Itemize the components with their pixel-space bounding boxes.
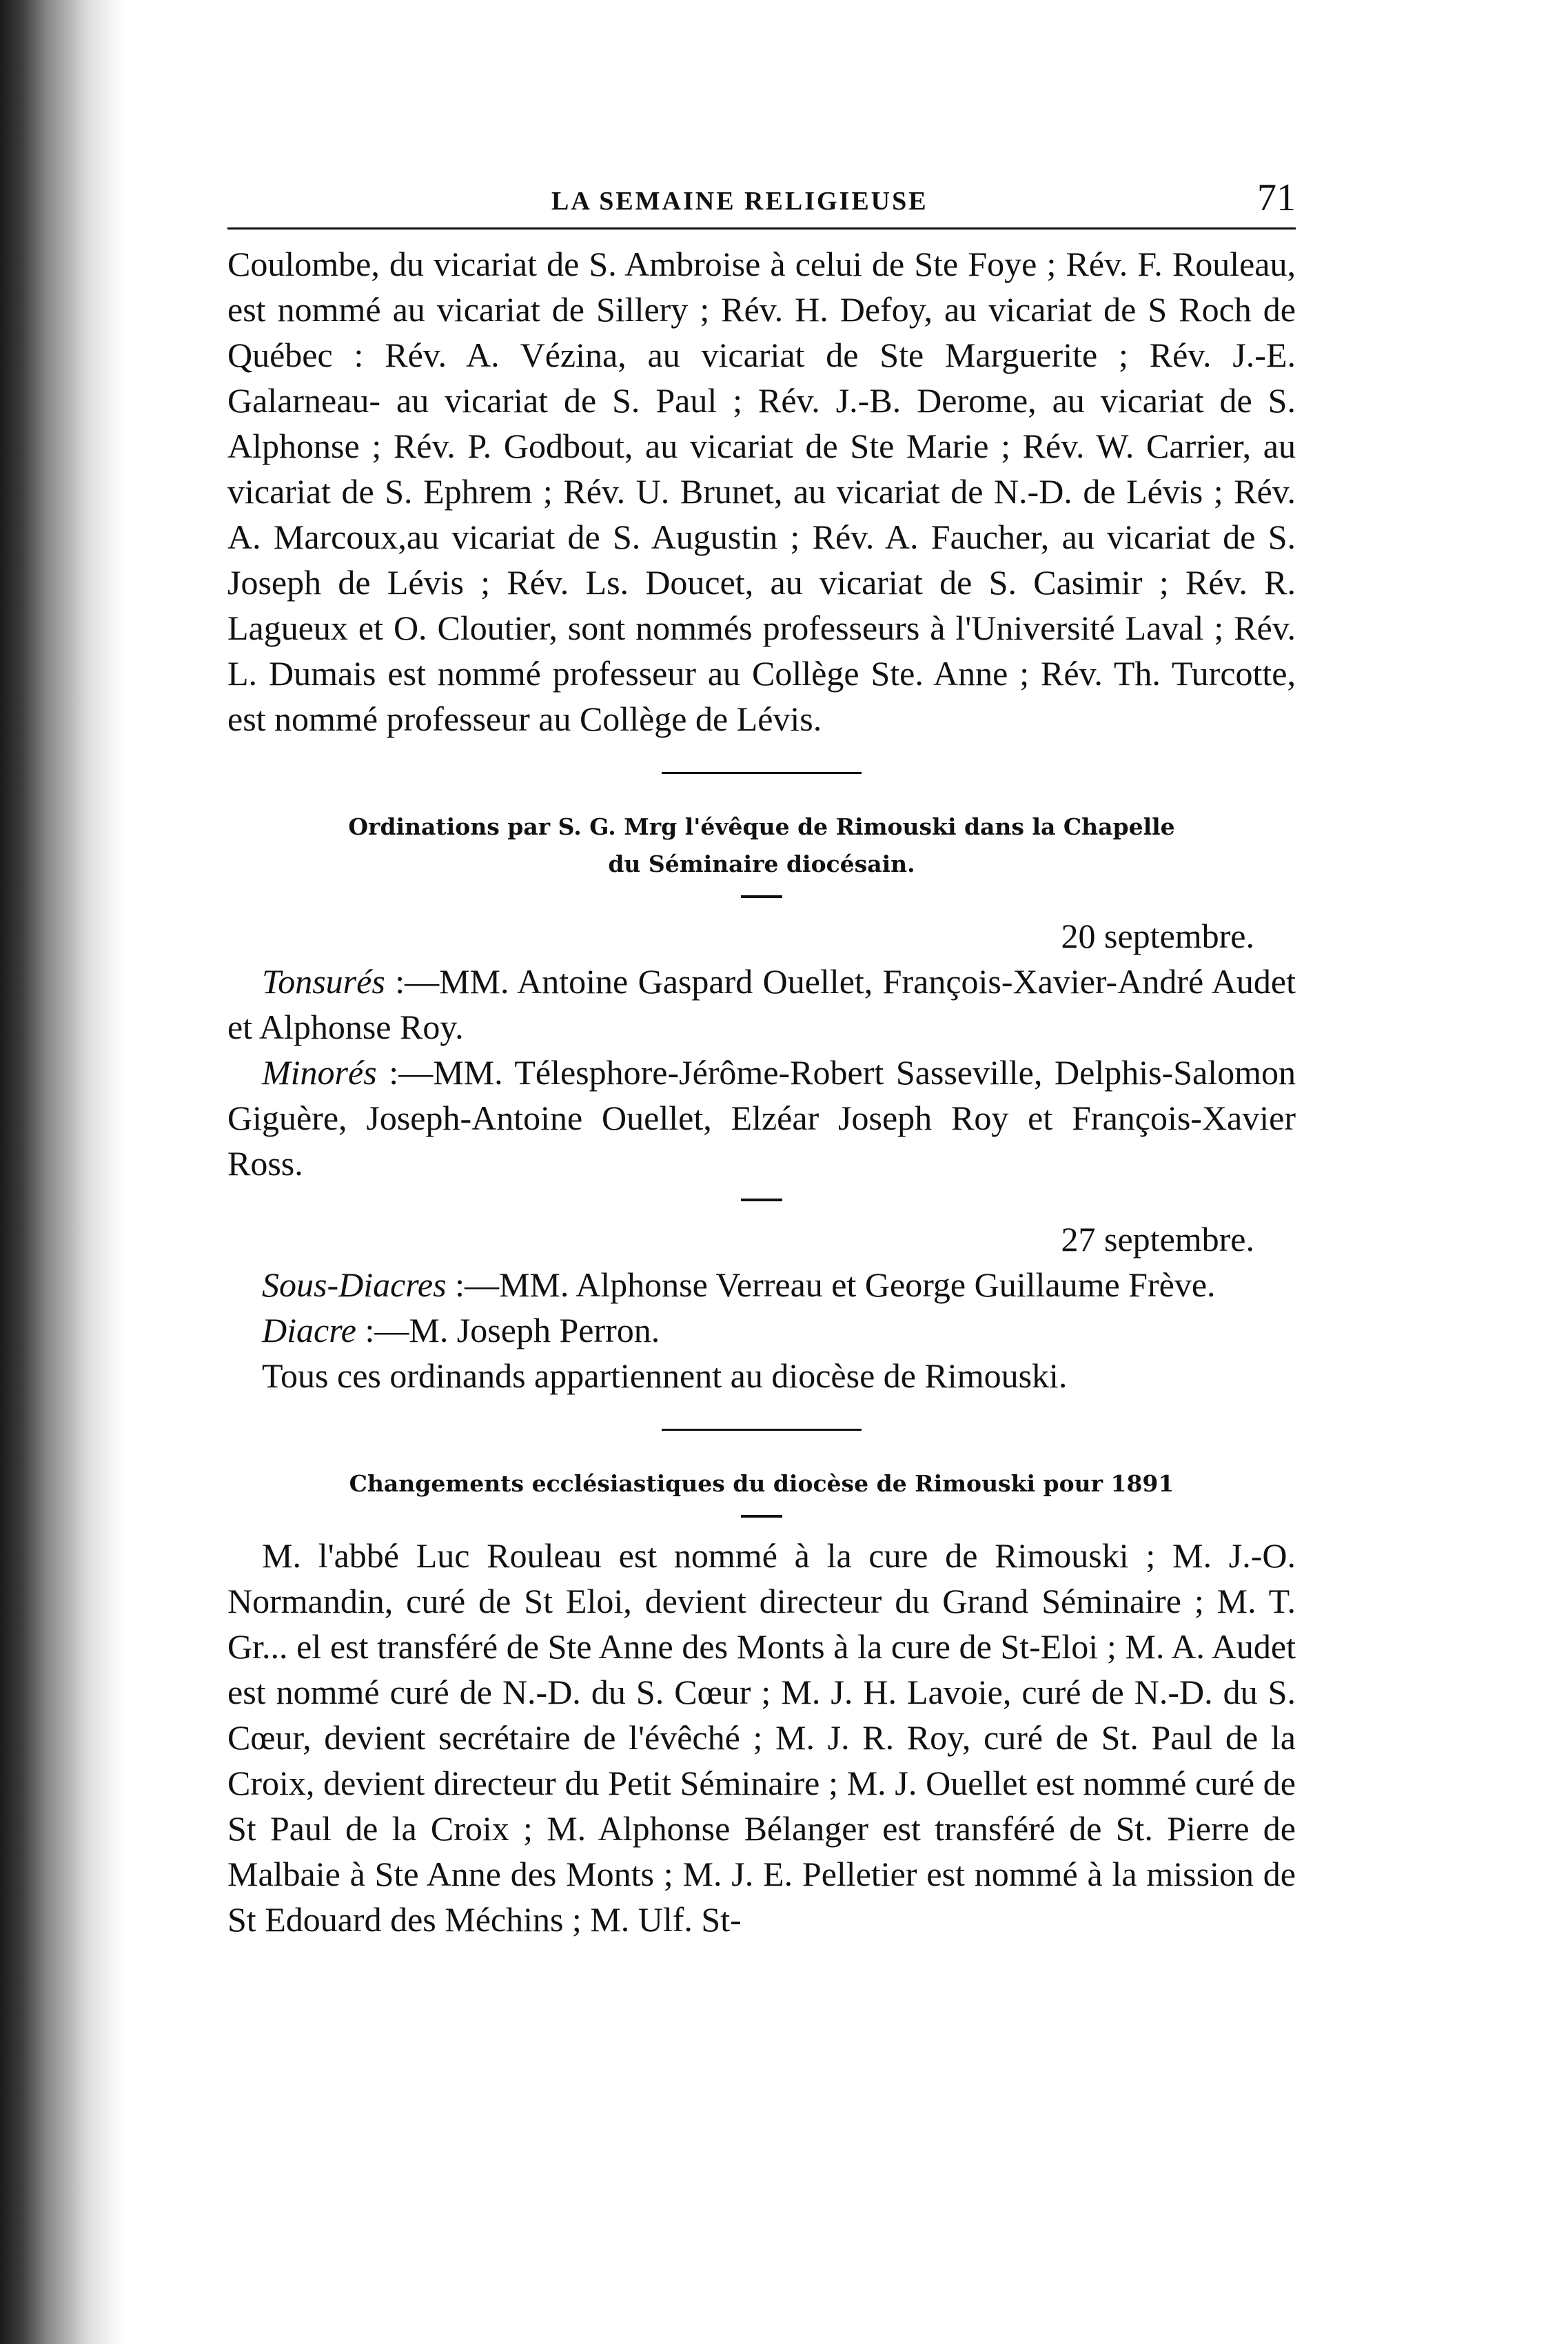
changements-text: M. l'abbé Luc Rouleau est nommé à la cure de Rimouski ; M. J.-O. Normandin, curé de St Eloi, devient directeur du Grand Séminaire ; M. T. Gr... el est transféré de Ste Anne des Monts à la cure de St-Eloi ; M. A. Audet est nommé curé de N.-D. du S. Cœur ; M. J. H. Lavoie, curé de N.-D. du S. Cœur, devient secrétaire de l'évêché ; M. J. R. Roy, curé de St. Paul de la Croix, devient directeur du Petit Séminaire ; M. J. Ouellet est nommé curé de St Paul de la Croix ; M. Alphonse Bélanger est transféré de St. Pierre de Malbaie à Ste Anne des Monts ; M. J. E. Pelletier est nommé à la mission de St Edouard des Méchins ; M. Ulf. St- [227,1536,1296,1939]
book-page [227,172,1296,1942]
short-dash [741,1515,782,1518]
scan-spine-shadow [0,0,124,2344]
section-separator [662,1429,862,1431]
date-first: 20 septembre. [1061,917,1254,955]
sous-diacres-text: :—MM. Alphonse Verreau et George Guillaume Frève. [446,1265,1216,1304]
tonsures-label: Tonsurés [262,962,385,1001]
short-dash [741,895,782,898]
page-number: 71 [1257,176,1296,219]
running-header [227,172,1296,227]
sous-diacres-entry [227,1262,1296,1307]
running-title: LA SEMAINE RELIGIEUSE [551,187,928,216]
diacre-entry [227,1307,1296,1353]
changements-title: Changements ecclésiastiques du diocèse de Rimouski pour 1891 [349,1470,1174,1497]
tonsures-entry [227,959,1296,1050]
tonsures-text: :—MM. Antoine Gaspard Ouellet, François-Xavier-André Audet et Alphonse Roy. [227,962,1296,1046]
header-rule [227,227,1296,230]
sous-diacres-label: Sous-Diacres [262,1265,447,1304]
diacre-label: Diacre [262,1311,356,1349]
section-separator [662,772,862,774]
minores-label: Minorés [262,1053,377,1092]
ordinations-title-line2: du Séminaire diocésain. [608,850,915,877]
changements-section [227,1465,1296,1942]
minores-entry [227,1050,1296,1186]
ordinations-title-line1: Ordinations par S. G. Mrg l'évêque de Rimouski dans la Chapelle [348,813,1175,840]
intro-paragraph: Coulombe, du vicariat de S. Ambroise à celui de Ste Foye ; Rév. F. Rouleau, est nommé au vicariat de Sillery ; Rév. H. Defoy, au vicariat de S Roch de Québec : Rév. A. Vézina, au vicariat de Ste Marguerite ; Rév. J.-E. Galarneau- au vicariat de S. Paul ; Rév. J.-B. Derome, au vicariat de S. Alphonse ; Rév. P. Godbout, au vicariat de Ste Marie ; Rév. W. Carrier, au vicariat de S. Ephrem ; Rév. U. Brunet, au vicariat de N.-D. de Lévis ; Rév. A. Marcoux,au vicariat de S. Augustin ; Rév. A. Faucher, au vicariat de S. Joseph de Lévis ; Rév. Ls. Doucet, au vicariat de S. Casimir ; Rév. R. Lagueux et O. Cloutier, sont nommés professeurs à l'Université Laval ; Rév. L. Dumais est nommé professeur au Collège Ste. Anne ; Rév. Th. Turcotte, est nommé professeur au Collège de Lévis. [227,245,1296,738]
minores-text: :—MM. Télesphore-Jérôme-Robert Sasseville, Delphis-Salomon Giguère, Joseph-Antoine Ouellet, Elzéar Joseph Roy et François-Xavier Ross. [227,1053,1296,1183]
diacre-text: :—M. Joseph Perron. [356,1311,660,1349]
ordinations-closing: Tous ces ordinands appartiennent au diocèse de Rimouski. [262,1356,1068,1395]
short-dash [741,1199,782,1201]
date-second: 27 septembre. [1061,1220,1254,1258]
ordinations-section [227,808,1296,1398]
